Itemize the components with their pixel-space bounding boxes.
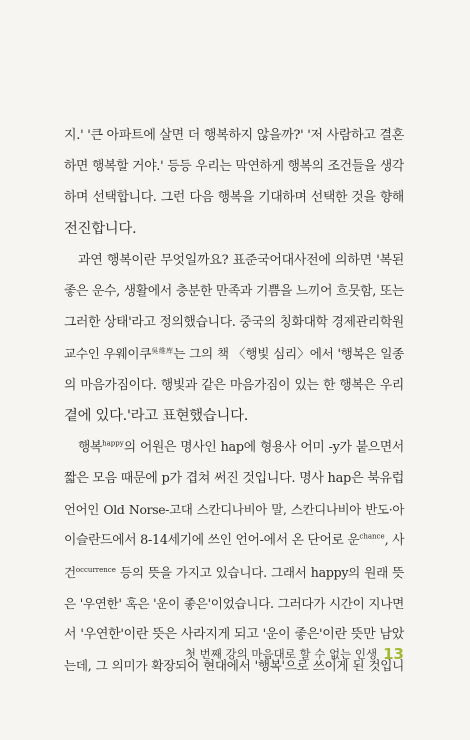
line-text: 행복	[78, 439, 103, 455]
line-text: 교수인 우웨이쿠	[64, 346, 152, 362]
body-line: 하면 행복할 거야.' 등등 우리는 막연하게 행복의 조건들을 생각	[64, 159, 404, 175]
page-number: 13	[383, 645, 404, 663]
line-text: 의 어원은 명사인 hap에 형용사 어미 -y가 붙으면서	[123, 439, 404, 455]
body-line: 그러한 상태'라고 정의했습니다. 중국의 칭화대학 경제관리학원	[64, 315, 404, 331]
line-text: 는 그의 책 〈행빛 심리〉에서 '행복은 일종	[173, 346, 405, 362]
running-footer	[64, 645, 404, 663]
line-text: 등의 뜻을 가지고 있습니다. 그래서 happy의 원래 뜻	[115, 564, 404, 580]
body-line: 는데, 그 의미가 확장되어 현대에서 '행복'으로 쓰이게 된 것입니	[64, 658, 404, 674]
body-line: 과연 행복이란 무엇일까요? 표준국어대사전에 의하면 '복된	[78, 252, 404, 268]
chinese-name-annotation: 吳维库	[151, 347, 174, 356]
chapter-title: 첫 번째 강의 마음대로 할 수 없는 인생	[184, 647, 378, 661]
body-line: 지.' '큰 아파트에 살면 더 행복하지 않을까?' '저 사람하고 결혼	[64, 128, 405, 143]
body-text	[64, 120, 404, 681]
line-text: , 사	[384, 533, 405, 549]
body-line: 서 '우연한'이란 뜻은 사라지게 되고 '운이 좋은'이란 뜻만 남았	[64, 627, 404, 642]
english-annotation: chance	[359, 533, 385, 542]
english-annotation: occurrence	[75, 565, 116, 574]
body-line	[64, 338, 404, 369]
body-line: 언어인 Old Norse-고대 스칸디나비아 말, 스칸디나비아 반도·아	[64, 502, 404, 518]
body-line: 좋은 운수, 생활에서 충분한 만족과 기쁨을 느끼어 흐뭇함, 또는	[64, 283, 404, 299]
body-line: 곁에 있다.'라고 표현했습니다.	[64, 407, 248, 424]
body-line: 은 '우연한' 혹은 '운이 좋은'이었습니다. 그러다가 시간이 지나면	[64, 595, 404, 611]
line-text: 이슬란드에서 8-14세기에 쓰인 언어-에서 온 단어로 운	[64, 533, 360, 549]
body-line: 의 마음가짐이다. 행빛과 같은 마음가짐이 있는 한 행복은 우리	[64, 377, 404, 393]
body-line: 짧은 모음 때문에 p가 겹쳐 써진 것입니다. 명사 hap은 북유럽	[64, 471, 404, 487]
line-text: 건	[64, 564, 76, 580]
body-line	[64, 432, 404, 463]
body-line: 전진합니다.	[64, 220, 137, 237]
body-line	[64, 525, 404, 556]
body-line	[64, 557, 404, 588]
english-annotation: happy	[102, 439, 124, 448]
body-line: 하며 선택합니다. 그런 다음 행복을 기대하며 선택한 것을 향해	[64, 190, 404, 206]
